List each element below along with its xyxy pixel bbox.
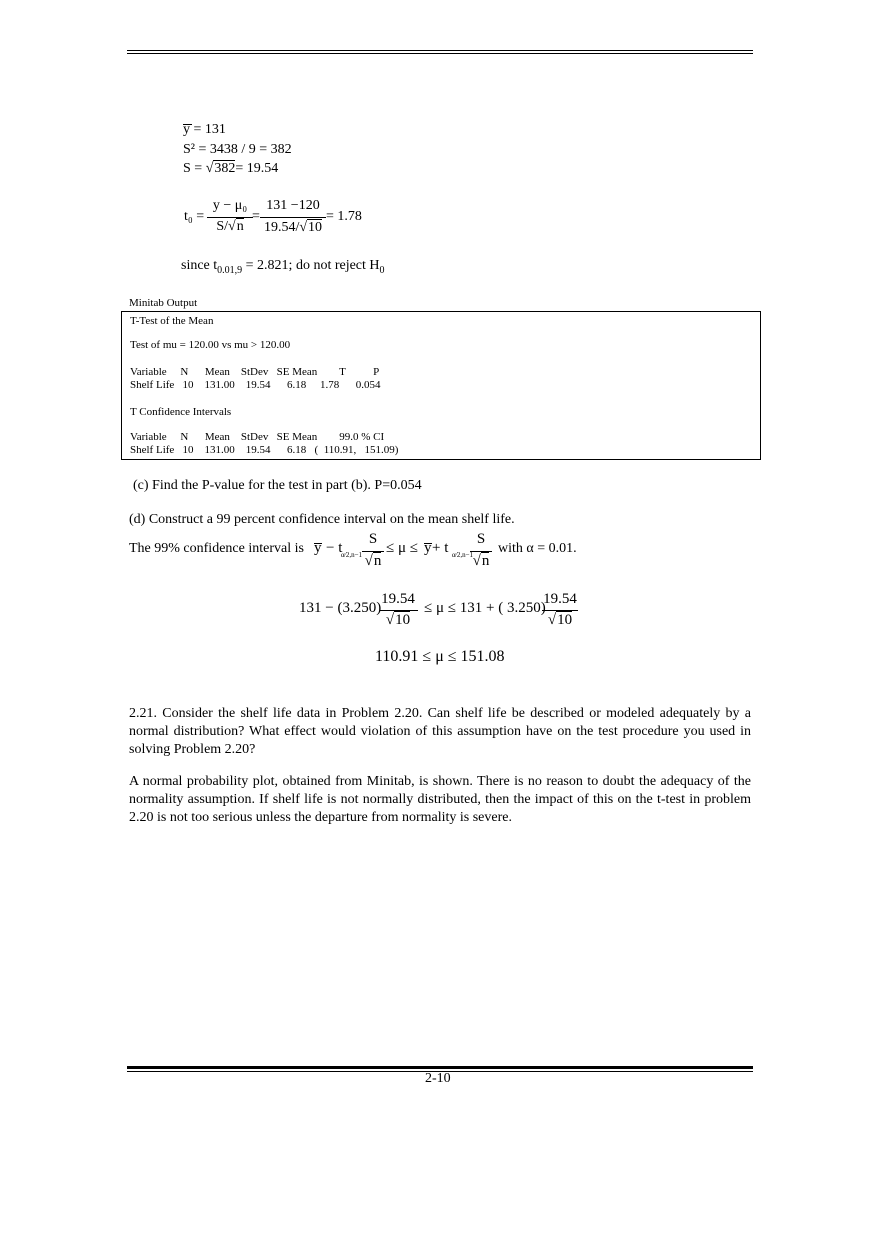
s2-line: S² = 3438 / 9 = 382 <box>183 142 292 157</box>
calc-mid: ≤ μ ≤ 131 + ( 3.250) <box>424 600 546 616</box>
calc-frac-num2: 19.54 <box>543 591 577 607</box>
calc-frac-den2: √10 <box>547 612 573 628</box>
ci-s-right: S <box>476 531 486 547</box>
calc-frac-den: √10 <box>385 612 411 628</box>
header-rule-2 <box>127 53 753 54</box>
t0-eq: = <box>252 209 260 224</box>
page-number: 2-10 <box>425 1071 451 1086</box>
t0-frac1-den: S/√n <box>216 219 244 234</box>
minitab-line: Variable N Mean StDev SE Mean 99.0 % CI <box>130 431 385 443</box>
ci-s-left: S <box>368 531 378 547</box>
t0-frac1-num: y − μ₀ <box>212 198 248 213</box>
answer-2-21: A normal probability plot, obtained from Minitab, is shown. There is no reason to doubt the adequacy of the normality assumption. If shelf life is not normally distributed, then the impact of this on the t-test in problem 2.20 is not too serious unless the departure from normality is severe. <box>129 774 751 825</box>
minitab-line: T Confidence Intervals <box>130 406 232 418</box>
minitab-line: T-Test of the Mean <box>130 315 214 327</box>
header-rule <box>127 50 753 51</box>
minitab-output-box <box>121 311 761 460</box>
calc-frac-num: 19.54 <box>381 591 415 607</box>
t0-frac2-num: 131 −120 <box>266 198 320 213</box>
ci-n-right: √n <box>472 553 490 569</box>
ci-ybar-left-bar <box>314 543 322 544</box>
s-line: S = √382= 19.54 <box>183 161 279 176</box>
ci-ybar-left: y <box>314 540 322 556</box>
ci-lead: The 99% confidence interval is <box>129 541 304 556</box>
t0-result: = 1.78 <box>326 209 362 224</box>
ybar-overline <box>183 124 192 125</box>
decision-line: since $t_{0.01,9} = 2.821$; do not reject $H_0$ <box>181 258 385 276</box>
ci-mid: ≤ μ ≤ <box>386 540 419 556</box>
minitab-line: Test of mu = 120.00 vs mu > 120.00 <box>130 339 291 351</box>
ci-sub-left: α⁄2,n−1 <box>341 551 363 559</box>
ci-with: with α = 0.01. <box>498 541 577 556</box>
ybar-line: y = 131 <box>183 122 226 137</box>
ci-result: 110.91 ≤ μ ≤ 151.08 <box>375 648 505 665</box>
t0-frac1-line <box>207 217 253 218</box>
minitab-line: Variable N Mean StDev SE Mean T P <box>130 366 380 378</box>
t0-frac2-line <box>260 217 326 218</box>
minitab-heading: Minitab Output <box>129 297 198 309</box>
t0-frac2-den: 19.54/√10 <box>263 220 323 235</box>
footer-rule <box>127 1066 753 1069</box>
ci-minus-t: − t <box>326 540 343 556</box>
problem-2-21: 2.21. Consider the shelf life data in Problem 2.20. Can shelf life be described or modeled adequately by a normal distribution? What effect would violation of this assumption have on the test procedure you used in solving Problem 2.20? <box>129 706 751 757</box>
t0-lhs: t₀ = <box>184 209 205 224</box>
ci-n-left: √n <box>364 553 382 569</box>
minitab-line: Shelf Life 10 131.00 19.54 6.18 ( 110.91, 151.09) <box>130 444 399 456</box>
ci-sub-right: α⁄2,n−1 <box>452 551 474 559</box>
part-d: (d) Construct a 99 percent confidence interval on the mean shelf life. <box>129 512 515 527</box>
ci-ybar-right: y <box>424 540 432 556</box>
ci-plus-t: + t <box>432 540 449 556</box>
ci-ybar-right-bar <box>424 543 432 544</box>
minitab-line: Shelf Life 10 131.00 19.54 6.18 1.78 0.054 <box>130 379 381 391</box>
part-c: (c) Find the P-value for the test in part (b). P=0.054 <box>133 478 422 493</box>
calc-left: 131 − (3.250) <box>299 600 382 616</box>
